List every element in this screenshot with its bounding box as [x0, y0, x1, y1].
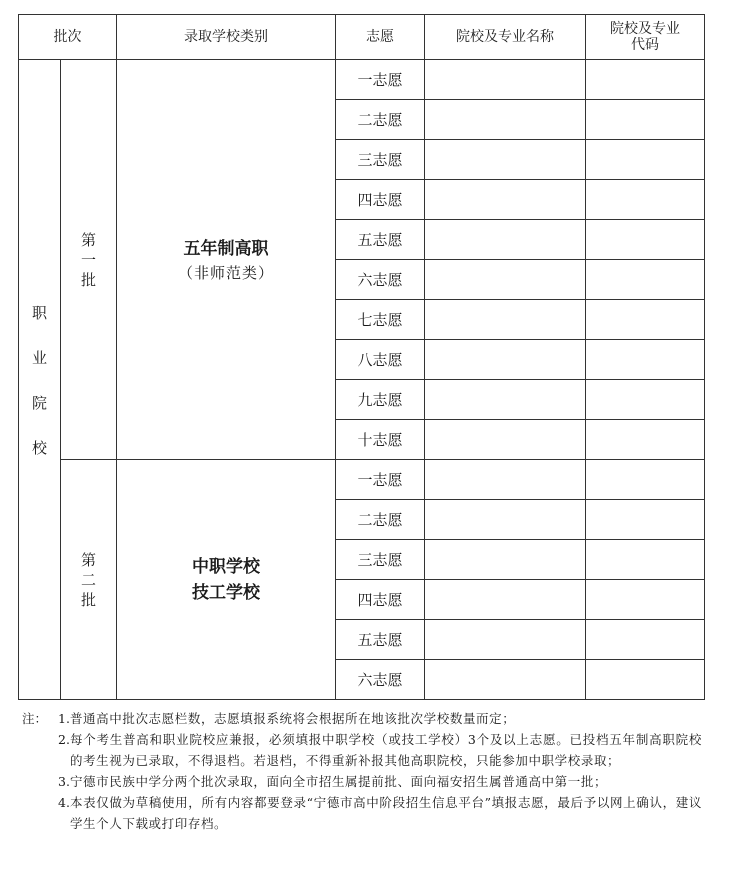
- choice-label: 十志愿: [336, 420, 425, 460]
- volunteer-form-table: [18, 14, 705, 700]
- batch-label-char: 第: [80, 550, 96, 569]
- choice-label: 四志愿: [336, 580, 425, 620]
- header-school-name: 院校及专业名称: [425, 15, 586, 60]
- school-code-input-cell[interactable]: [586, 300, 705, 340]
- category-main: 中职学校: [192, 556, 260, 577]
- category-main: 技工学校: [192, 582, 260, 603]
- school-name-input-cell[interactable]: [425, 340, 586, 380]
- school-name-input-cell[interactable]: [425, 100, 586, 140]
- school-code-input-cell[interactable]: [586, 500, 705, 540]
- school-name-input-cell[interactable]: [425, 500, 586, 540]
- choice-label: 三志愿: [336, 540, 425, 580]
- school-name-input-cell[interactable]: [425, 140, 586, 180]
- header-category: 录取学校类别: [117, 15, 336, 60]
- school-name-input-cell[interactable]: [425, 620, 586, 660]
- school-name-input-cell[interactable]: [425, 660, 586, 700]
- school-name-input-cell[interactable]: [425, 420, 586, 460]
- batch-label-char: 批: [80, 270, 96, 289]
- header-row: [19, 15, 705, 60]
- choice-label: 六志愿: [336, 260, 425, 300]
- choice-label: 五志愿: [336, 220, 425, 260]
- school-code-input-cell[interactable]: [586, 660, 705, 700]
- batch-label-char: 批: [80, 590, 96, 609]
- school-code-input-cell[interactable]: [586, 60, 705, 100]
- choice-label: 二志愿: [336, 100, 425, 140]
- note-text: 普通高中批次志愿栏数，志愿填报系统将会根据所在地该批次学校数量而定；: [69, 711, 516, 726]
- note-number: 4.: [58, 795, 70, 810]
- note-item: [22, 771, 702, 792]
- header-batch: 批次: [19, 15, 117, 60]
- notes-section: [22, 708, 702, 834]
- school-name-input-cell[interactable]: [425, 580, 586, 620]
- category-cell: [117, 60, 336, 460]
- choice-label: 七志愿: [336, 300, 425, 340]
- school-code-input-cell[interactable]: [586, 620, 705, 660]
- choice-label: 六志愿: [336, 660, 425, 700]
- school-code-input-cell[interactable]: [586, 260, 705, 300]
- choice-label: 九志愿: [336, 380, 425, 420]
- choice-label: 二志愿: [336, 500, 425, 540]
- note-lead: 注：: [22, 711, 48, 726]
- school-name-input-cell[interactable]: [425, 60, 586, 100]
- note-number: 2.: [58, 732, 70, 747]
- choice-label: 四志愿: [336, 180, 425, 220]
- school-code-input-cell[interactable]: [586, 540, 705, 580]
- note-item: [22, 792, 702, 834]
- header-choice: 志愿: [336, 15, 425, 60]
- school-code-input-cell[interactable]: [586, 580, 705, 620]
- choice-label: 五志愿: [336, 620, 425, 660]
- school-name-input-cell[interactable]: [425, 540, 586, 580]
- header-code-line1: 院校及专业: [610, 21, 680, 37]
- school-code-input-cell[interactable]: [586, 220, 705, 260]
- batch-label-cell: [61, 460, 117, 700]
- category-sub: （非师范类）: [177, 264, 274, 282]
- note-number: 3.: [58, 774, 70, 789]
- category-main: 五年制高职: [183, 239, 269, 259]
- school-code-input-cell[interactable]: [586, 140, 705, 180]
- group-label-cell: [19, 60, 61, 700]
- group-label-char: 校: [31, 438, 47, 457]
- school-code-input-cell[interactable]: [586, 340, 705, 380]
- header-school-code: [586, 15, 705, 60]
- school-name-input-cell[interactable]: [425, 220, 586, 260]
- note-number: 1.: [58, 711, 70, 726]
- group-label-char: 院: [31, 393, 47, 412]
- note-lead: [22, 771, 58, 792]
- note-item: [22, 708, 702, 729]
- header-code-line2: 代码: [631, 37, 659, 53]
- school-name-input-cell[interactable]: [425, 260, 586, 300]
- note-item: [22, 729, 702, 771]
- choice-label: 一志愿: [336, 60, 425, 100]
- school-name-input-cell[interactable]: [425, 460, 586, 500]
- school-code-input-cell[interactable]: [586, 180, 705, 220]
- school-name-input-cell[interactable]: [425, 180, 586, 220]
- choice-row: [19, 460, 705, 500]
- group-label-char: 职: [31, 303, 47, 322]
- batch-label-char: 一: [80, 250, 96, 269]
- batch-label-char: 二: [80, 570, 96, 589]
- school-code-input-cell[interactable]: [586, 380, 705, 420]
- note-text: 宁德市民族中学分两个批次录取，面向全市招生属提前批、面向福安招生属普通高中第一批；: [69, 774, 608, 789]
- note-text: 本表仅做为草稿使用，所有内容都要登录“宁德市高中阶段招生信息平台”填报志愿，最后予以网上确认，建议学生个人下载或打印存档。: [69, 795, 702, 831]
- note-text: 每个考生普高和职业院校应兼报，必须填报中职学校（或技工学校）3个及以上志愿。已投档五年制高职院校的考生视为已录取，不得退档。若退档，不得重新补报其他高职院校，只能参加中职学校录取；: [69, 732, 702, 768]
- school-name-input-cell[interactable]: [425, 380, 586, 420]
- batch-label-char: 第: [80, 230, 96, 249]
- batch-label-cell: [61, 60, 117, 460]
- school-code-input-cell[interactable]: [586, 100, 705, 140]
- group-label-char: 业: [31, 348, 47, 367]
- choice-label: 八志愿: [336, 340, 425, 380]
- category-cell: [117, 460, 336, 700]
- choice-label: 三志愿: [336, 140, 425, 180]
- note-lead: [22, 729, 58, 771]
- note-lead: [22, 792, 58, 834]
- school-code-input-cell[interactable]: [586, 420, 705, 460]
- choice-row: [19, 60, 705, 100]
- school-name-input-cell[interactable]: [425, 300, 586, 340]
- school-code-input-cell[interactable]: [586, 460, 705, 500]
- choice-label: 一志愿: [336, 460, 425, 500]
